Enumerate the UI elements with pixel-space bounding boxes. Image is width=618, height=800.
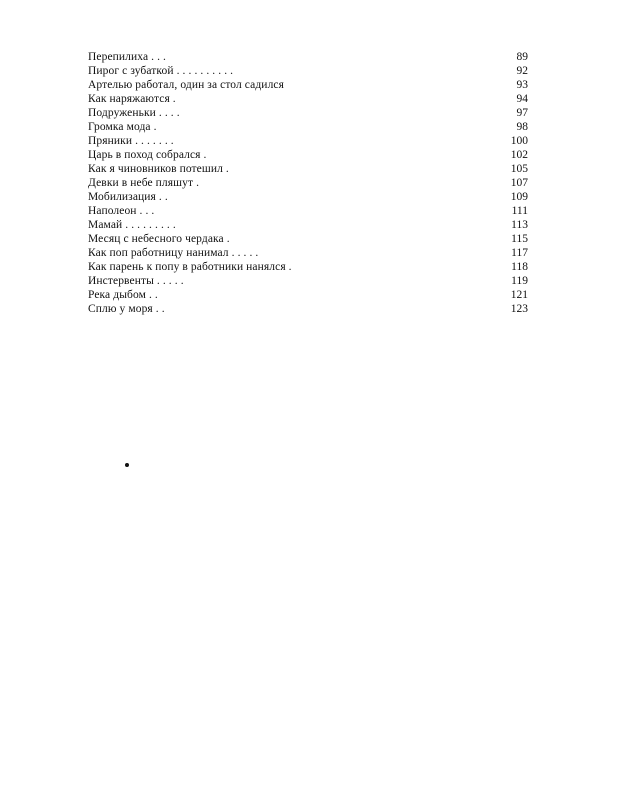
toc-entry [88, 148, 528, 162]
toc-entry-page: 118 [511, 261, 528, 273]
toc-entry [88, 92, 528, 106]
toc-entry-page: 105 [510, 163, 528, 175]
toc-entry-page: 123 [510, 303, 528, 315]
toc-entry-title: Как парень к попу в работники нанялся . [88, 261, 292, 273]
toc-entry [88, 274, 528, 288]
toc-entry [88, 64, 528, 78]
toc-entry-page: 119 [511, 275, 528, 287]
toc-entry-page: 92 [516, 65, 528, 77]
toc-entry-page: 107 [510, 177, 528, 189]
toc-entry-page: 98 [516, 121, 528, 133]
toc-entry-title: Месяц с небесного чердака . [88, 233, 230, 245]
toc-entry-title: Наполеон . . . [88, 205, 155, 217]
toc-entry-title: Как наряжаются . [88, 93, 176, 105]
toc-entry-page: 94 [516, 93, 528, 105]
toc-entry-title: Река дыбом . . [88, 289, 158, 301]
toc-entry [88, 232, 528, 246]
toc-entry-page: 111 [511, 205, 528, 217]
toc-entry [88, 218, 528, 232]
toc-entry-title: Артелью работал, один за стол садился [88, 79, 284, 91]
toc-entry-page: 109 [510, 191, 528, 203]
toc-entry-page: 113 [511, 219, 528, 231]
toc-entry-page: 93 [516, 79, 528, 91]
toc-entry [88, 288, 528, 302]
toc-entry-title: Инстервенты . . . . . [88, 275, 184, 287]
table-of-contents [88, 50, 528, 316]
toc-entry-page: 89 [516, 51, 528, 63]
toc-entry-title: Громка мода . [88, 121, 157, 133]
ink-speck [125, 463, 129, 467]
toc-entry-title: Пряники . . . . . . . [88, 135, 174, 147]
toc-entry-page: 117 [511, 247, 528, 259]
toc-entry-title: Мамай . . . . . . . . . [88, 219, 176, 231]
toc-entry [88, 50, 528, 64]
toc-entry-title: Пирог с зубаткой . . . . . . . . . . [88, 65, 234, 77]
toc-entry-title: Как поп работницу нанимал . . . . . [88, 247, 259, 259]
toc-entry-title: Сплю у моря . . [88, 303, 165, 315]
toc-entry [88, 204, 528, 218]
toc-entry-title: Мобилизация . . [88, 191, 168, 203]
toc-entry-page: 102 [510, 149, 528, 161]
toc-entry-page: 121 [510, 289, 528, 301]
toc-entry-page: 115 [511, 233, 528, 245]
toc-entry [88, 120, 528, 134]
toc-entry [88, 176, 528, 190]
toc-entry [88, 134, 528, 148]
toc-entry [88, 190, 528, 204]
toc-entry-page: 97 [516, 107, 528, 119]
toc-entry-page: 100 [510, 135, 528, 147]
toc-entry-title: Девки в небе пляшут . [88, 177, 200, 189]
toc-entry-title: Как я чиновников потешил . [88, 163, 229, 175]
toc-entry-title: Царь в поход собрался . [88, 149, 207, 161]
toc-entry [88, 302, 528, 316]
toc-entry [88, 260, 528, 274]
toc-entry-title: Подруженьки . . . . [88, 107, 180, 119]
toc-entry [88, 246, 528, 260]
toc-entry-title: Перепилиха . . . [88, 51, 167, 63]
toc-entry [88, 78, 528, 92]
toc-entry [88, 106, 528, 120]
toc-entry [88, 162, 528, 176]
